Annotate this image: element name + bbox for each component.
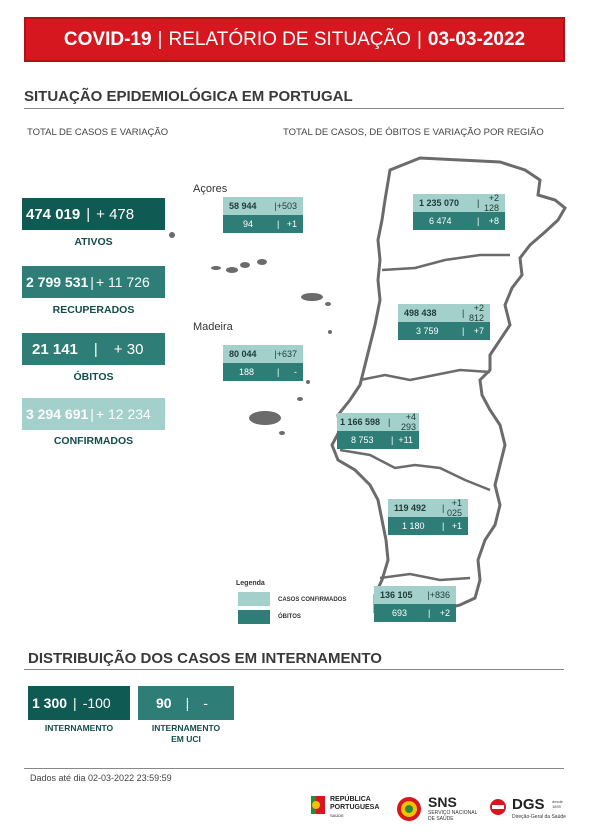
region-separator: | (477, 198, 480, 208)
region-deaths: 693 (392, 608, 408, 618)
kpi-recuperados-change: + 11 726 (95, 274, 150, 290)
madeira-island (306, 380, 310, 384)
republica-line2: PORTUGUESA (330, 804, 380, 811)
legend-swatch-confirmed (238, 592, 270, 606)
legend-title: Legenda (236, 580, 265, 587)
internamento-box (28, 686, 130, 720)
region-card-alentejo (388, 499, 468, 535)
legend-swatch-deaths (238, 610, 270, 624)
region-cases-change: +2 128 (483, 193, 499, 213)
region-separator: | (428, 608, 431, 618)
legend-label-confirmed: CASOS CONFIRMADOS (278, 597, 347, 603)
region-deaths-change: +8 (488, 216, 499, 226)
kpi-ativos-label: ATIVOS (74, 236, 113, 248)
region-separator: | (274, 201, 277, 211)
azores-island (257, 259, 267, 265)
region-deaths-row (337, 431, 419, 449)
footer-divider (24, 768, 564, 769)
banner-title: COVID-19 (63, 28, 152, 50)
region-deaths: 8 753 (351, 435, 374, 445)
kpi-confirmados-label: CONFIRMADOS (53, 435, 134, 447)
internamento-value: 1 300 (32, 695, 68, 711)
region-separator: | (427, 590, 430, 600)
region-name-madeira: Madeira (193, 321, 233, 333)
region-cases-row (337, 413, 419, 431)
region-cases: 58 944 (229, 201, 257, 211)
region-separator: | (388, 417, 391, 427)
region-deaths-row (398, 322, 490, 340)
region-deaths-row (223, 363, 303, 381)
banner-date: 03-03-2022 (427, 28, 526, 50)
azores-island (226, 267, 238, 273)
republica-emblem-icon (311, 796, 325, 814)
section-title-epidemiological: SITUAÇÃO EPIDEMIOLÓGICA EM PORTUGAL (24, 88, 353, 105)
region-cases-row (223, 345, 303, 363)
sns-logo-text: SNS (428, 794, 457, 810)
region-name-acores: Açores (193, 183, 228, 195)
region-deaths-change: +1 (451, 521, 462, 531)
region-card-acores (223, 197, 303, 233)
madeira-island (297, 397, 303, 401)
kpi-separator: | (86, 205, 91, 223)
uci-label-line2: EM UCI (171, 734, 201, 744)
kpi-obitos-box (22, 333, 165, 365)
region-cases-row (374, 586, 456, 604)
kpi-recuperados-label: RECUPERADOS (52, 304, 135, 316)
kpi-recuperados-box (22, 266, 165, 298)
sns-sub-line1: SERVIÇO NACIONAL (428, 810, 478, 816)
region-separator: | (277, 367, 280, 377)
section-title-hospital: DISTRIBUIÇÃO DOS CASOS EM INTERNAMENTO (28, 650, 382, 667)
region-cases-change: +1 025 (446, 498, 462, 518)
azores-island (301, 293, 323, 301)
region-separator: | (391, 435, 394, 445)
section-divider (24, 669, 564, 670)
azores-island (169, 232, 175, 238)
uci-label-line1: INTERNAMENTO (151, 723, 221, 733)
banner-subtitle: RELATÓRIO DE SITUAÇÃO (168, 28, 411, 50)
kpi-ativos-value: 474 019 (26, 205, 81, 223)
region-card-centro (398, 304, 490, 340)
dgs-logo-icon (489, 798, 507, 816)
uci-value: 90 (156, 695, 172, 711)
kpi-ativos-box (22, 198, 165, 230)
region-separator: | (462, 326, 465, 336)
region-cases-row (413, 194, 505, 212)
region-separator: | (277, 219, 280, 229)
region-separator: | (462, 308, 465, 318)
region-cases-row (223, 197, 303, 215)
republica-line1: REPÚBLICA (330, 796, 371, 803)
kpi-ativos-change: + 478 (96, 205, 135, 223)
sns-logo-subtext (428, 810, 477, 822)
kpi-obitos-change: + 30 (113, 340, 144, 358)
left-subheading: TOTAL DE CASOS E VARIAÇÃO (27, 127, 169, 138)
sns-sub-line2: DE SAÚDE (428, 816, 454, 822)
region-deaths-row (374, 604, 456, 622)
sns-logo-icon (396, 796, 422, 822)
kpi-separator: | (185, 695, 190, 711)
region-cases: 498 438 (404, 308, 437, 318)
region-card-algarve (374, 586, 456, 622)
region-deaths: 94 (243, 219, 254, 229)
region-deaths-change: +11 (398, 435, 413, 445)
region-deaths-change: +1 (286, 219, 297, 229)
azores-island (240, 262, 250, 268)
region-deaths-row (223, 215, 303, 233)
internamento-change: -100 (82, 695, 111, 711)
region-separator: | (477, 216, 480, 226)
kpi-confirmados-value: 3 294 691 (26, 406, 89, 422)
section-divider (24, 108, 564, 109)
region-separator: | (442, 503, 445, 513)
region-deaths: 188 (239, 367, 255, 377)
dgs-logo-text: DGS (512, 796, 545, 813)
kpi-recuperados-value: 2 799 531 (26, 274, 89, 290)
kpi-separator: | (73, 695, 77, 711)
kpi-separator: | (90, 274, 94, 290)
uci-box (138, 686, 234, 720)
region-deaths: 1 180 (402, 521, 425, 531)
region-cases: 1 235 070 (419, 198, 460, 208)
republica-logo-text (330, 796, 379, 820)
uci-change: - (203, 695, 208, 711)
region-cases: 1 166 598 (340, 417, 381, 427)
republica-line3: SAÚDE (330, 813, 344, 818)
banner-separator: | (416, 28, 422, 50)
azores-island (211, 266, 221, 270)
data-timestamp-note: Dados até dia 02-03-2022 23:59:59 (30, 773, 172, 783)
right-subheading: TOTAL DE CASOS, DE ÓBITOS E VARIAÇÃO POR REGIÃO (283, 127, 544, 138)
region-cases-change: +4 293 (400, 412, 416, 432)
kpi-obitos-value: 21 141 (32, 340, 78, 358)
region-deaths-change: +2 (439, 608, 450, 618)
region-cases: 119 492 (394, 503, 427, 513)
legend-label-deaths: ÓBITOS (278, 614, 301, 620)
region-cases-change: +637 (276, 349, 297, 359)
region-deaths: 3 759 (416, 326, 439, 336)
kpi-confirmados-change: + 12 234 (95, 406, 151, 422)
internamento-label: INTERNAMENTO (44, 723, 114, 733)
region-cases-row (388, 499, 468, 517)
region-cases-change: +2 812 (468, 303, 484, 323)
dgs-since: desde 1899 (552, 799, 563, 809)
region-deaths-row (388, 517, 468, 535)
kpi-confirmados-box (22, 398, 165, 430)
region-deaths: 6 474 (429, 216, 452, 226)
madeira-island (328, 330, 332, 334)
region-deaths-change: +7 (473, 326, 484, 336)
region-cases: 80 044 (229, 349, 257, 359)
madeira-island (279, 431, 285, 435)
region-card-lisboa (337, 413, 419, 449)
region-deaths-change: - (294, 367, 297, 377)
region-cases: 136 105 (380, 590, 413, 600)
region-cases-change: +836 (429, 590, 450, 600)
kpi-separator: | (90, 406, 94, 422)
madeira-island (249, 411, 281, 425)
region-deaths-row (413, 212, 505, 230)
report-banner (24, 17, 565, 62)
region-card-madeira (223, 345, 303, 381)
dgs-logo-subtext: Direção-Geral da Saúde (512, 814, 566, 820)
kpi-obitos-label: ÓBITOS (73, 371, 114, 383)
region-separator: | (442, 521, 445, 531)
region-cases-change: +503 (276, 201, 297, 211)
region-separator: | (274, 349, 277, 359)
kpi-separator: | (93, 340, 98, 358)
azores-island (325, 302, 331, 306)
banner-separator: | (157, 28, 163, 50)
region-card-norte (413, 194, 505, 230)
region-cases-row (398, 304, 490, 322)
